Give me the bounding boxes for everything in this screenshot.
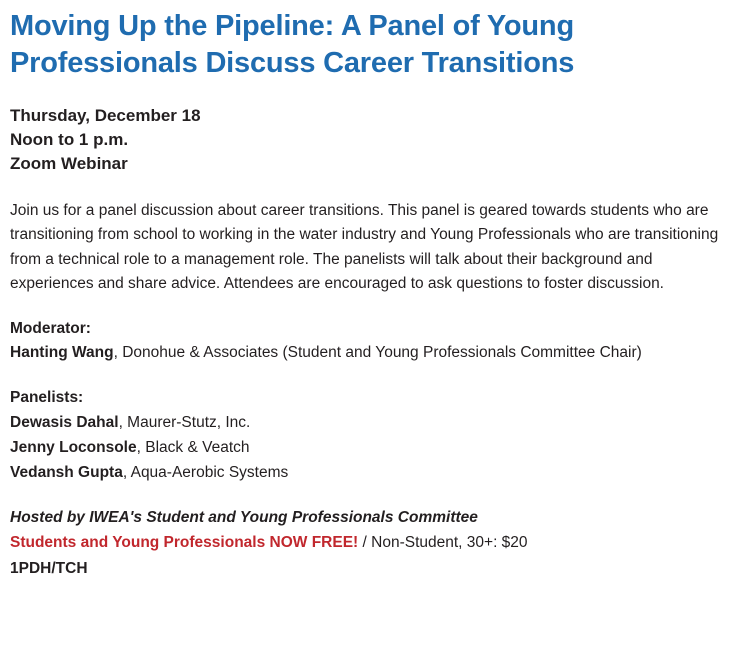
list-item	[10, 411, 725, 436]
moderator-entry	[10, 341, 725, 366]
panelist-affiliation: , Maurer-Stutz, Inc.	[118, 413, 251, 431]
moderator-section	[10, 317, 725, 367]
credit-hours: 1PDH/TCH	[10, 559, 88, 577]
list-item	[10, 461, 725, 486]
panelist-affiliation: , Black & Veatch	[136, 438, 250, 456]
moderator-name: Hanting Wang	[10, 344, 114, 362]
panelist-name: Dewasis Dahal	[10, 413, 119, 431]
footer-section	[10, 505, 728, 580]
panelist-affiliation: , Aqua-Aerobic Systems	[122, 463, 289, 481]
free-badge: Students and Young Professionals NOW FREE!	[10, 534, 359, 552]
event-details	[10, 104, 728, 176]
panelist-name: Vedansh Gupta	[10, 463, 123, 481]
panelists-section	[10, 386, 725, 485]
panelists-heading: Panelists:	[10, 389, 84, 407]
event-description: Join us for a panel discussion about career transitions. This panel is geared towards students who are transitioning from school to working in the water industry and Young Professionals who are transitioning from a technical role to a management role. The panelists will talk about their background and experiences and share advice. Attendees are encouraged to ask questions to foster discussion.	[10, 201, 719, 293]
moderator-affiliation: , Donohue & Associates (Student and Young Professionals Committee Chair)	[113, 344, 642, 362]
list-item	[10, 436, 725, 461]
event-date: Thursday, December 18	[10, 106, 201, 126]
non-student-price: / Non-Student, 30+: $20	[358, 534, 528, 552]
hosted-by-line: Hosted by IWEA's Student and Young Professionals Committee	[10, 509, 478, 527]
panelist-name: Jenny Loconsole	[10, 438, 137, 456]
event-location: Zoom Webinar	[10, 154, 128, 174]
pricing-line	[10, 530, 728, 555]
event-time: Noon to 1 p.m.	[10, 130, 129, 150]
moderator-heading: Moderator:	[10, 319, 91, 337]
page-title: Moving Up the Pipeline: A Panel of Young Professionals Discuss Career Transitions	[10, 10, 575, 80]
